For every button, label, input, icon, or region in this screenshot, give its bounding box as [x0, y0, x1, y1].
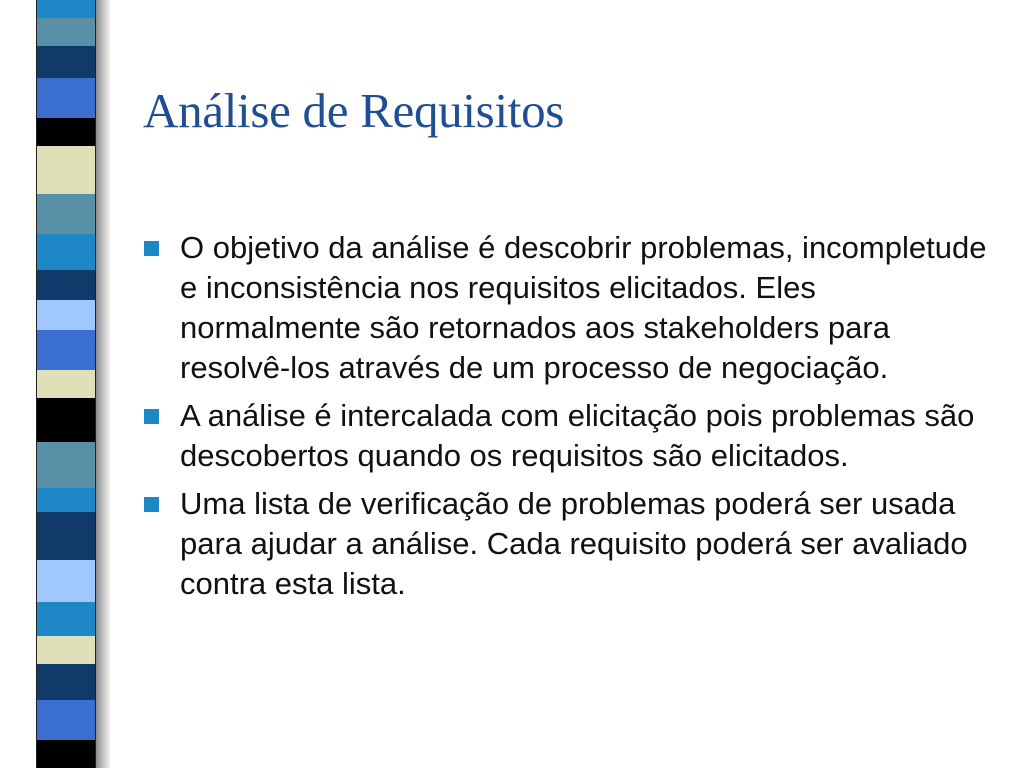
bullet-item — [144, 484, 994, 604]
bullet-text: Uma lista de verificação de problemas poderá ser usada para ajudar a análise. Cada requisito poderá ser avaliado contra esta lista. — [180, 486, 968, 601]
bullet-item — [144, 228, 994, 388]
bullet-list — [144, 228, 994, 612]
bullet-item — [144, 396, 994, 476]
square-bullet-icon — [144, 241, 159, 256]
decorative-stripe-bar — [36, 0, 96, 768]
slide-title: Análise de Requisitos — [143, 83, 565, 138]
square-bullet-icon — [144, 497, 159, 512]
bullet-text: O objetivo da análise é descobrir problemas, incompletude e inconsistência nos requisitos elicitados. Eles normalmente são retornados aos stakeholders para resolvê-los através de um processo de negociação. — [180, 230, 987, 385]
square-bullet-icon — [144, 409, 159, 424]
bullet-text: A análise é intercalada com elicitação pois problemas são descobertos quando os requisitos são elicitados. — [180, 398, 975, 473]
stripe-shadow — [96, 0, 110, 768]
